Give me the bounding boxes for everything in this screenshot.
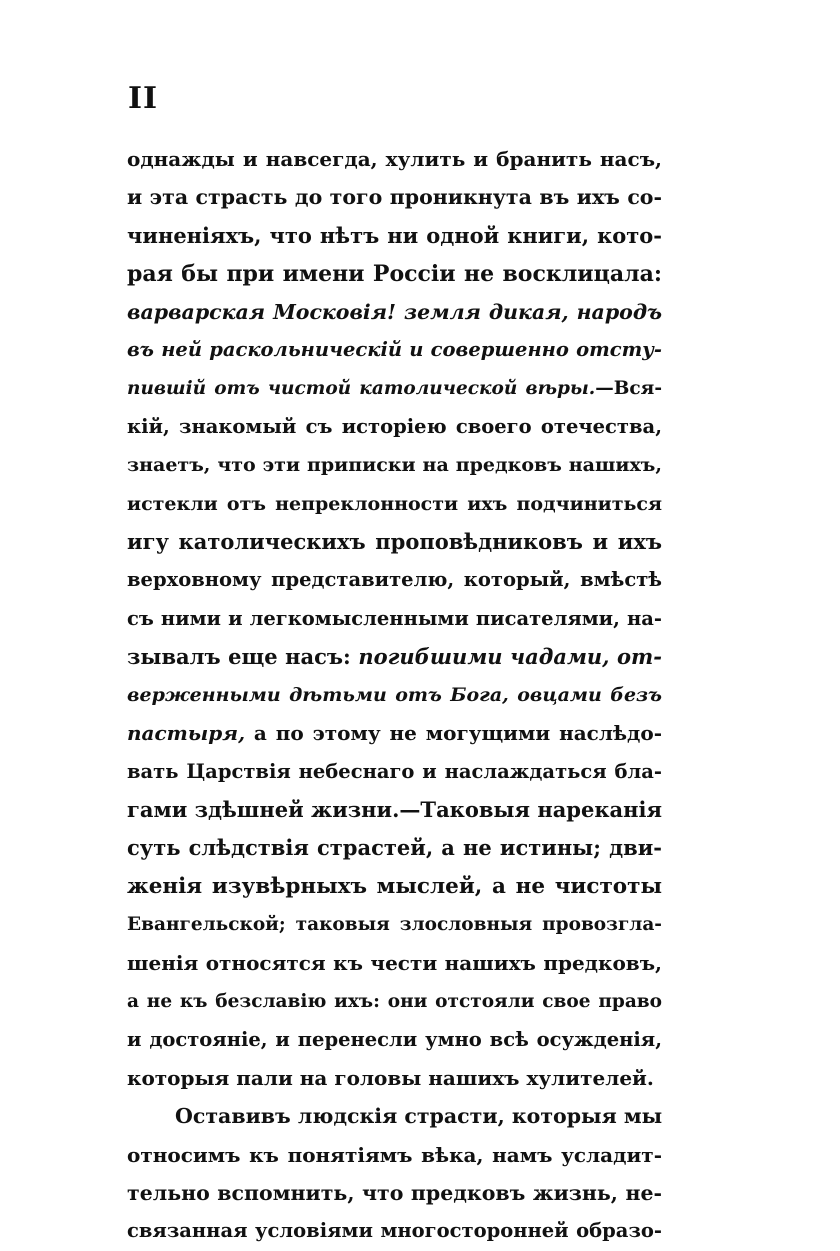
text-line: и достояніе, и перенесли умно всѣ осужденія, (127, 1027, 662, 1051)
text-line: Евангельской; таковыя злословныя провозгла- (127, 913, 662, 935)
text-line: однажды и навсегда, хулить и бранить насъ, (127, 147, 662, 171)
body-text (127, 140, 662, 1251)
text-line: вать Царствія небеснаго и наслаждаться бла- (127, 759, 662, 783)
text-line: Оставивъ людскія страсти, которыя мы (175, 1104, 663, 1129)
text-line: варварская Московія! земля дикая, народъ (127, 300, 662, 325)
text-line: съ ними и легкомысленными писателями, на- (127, 606, 662, 630)
text-line: въ ней раскольническій и совершенно отсту- (127, 338, 662, 362)
text-line: а не къ безславію ихъ: они отстояли свое право (127, 990, 662, 1012)
text-line: и эта страсть до того проникнута въ ихъ со- (127, 185, 662, 210)
text-line (127, 638, 662, 676)
text-line: чиненіяхъ, что нѣтъ ни одной книги, кото- (127, 222, 662, 248)
italic-segment: пастыря, (127, 721, 246, 746)
text-line: игу католическихъ проповѣдниковъ и ихъ (127, 528, 662, 554)
text-line: верховному представителю, который, вмѣстѣ (127, 568, 662, 592)
text-line: тельно вспомнить, что предковъ жизнь, не- (127, 1181, 662, 1206)
text-line (127, 714, 662, 752)
text-line (127, 370, 662, 408)
text-line: связанная условіями многосторонней образо- (127, 1219, 662, 1243)
text-segment: —Вся- (595, 377, 662, 399)
text-line: шенія относятся къ чести нашихъ предковъ, (127, 951, 662, 976)
text-line: кій, знакомый съ исторіею своего отечества, (127, 415, 662, 439)
text-segment: а по этому не могущими наслѣдо- (245, 721, 662, 746)
text-line: истекли отъ непреклонности ихъ подчиниться (127, 492, 662, 515)
page-number: II (128, 81, 159, 116)
italic-segment: погибшими чадами, от- (358, 643, 662, 669)
text-line: суть слѣдствія страстей, а не истины; дви- (127, 835, 662, 861)
text-line: женія изувѣрныхъ мыслей, а не чистоты (127, 873, 662, 899)
text-line: верженными дѣтьми отъ Бога, овцами безъ (127, 684, 662, 707)
text-line: которыя пали на головы нашихъ хулителей. (127, 1066, 654, 1091)
text-line: относимъ къ понятіямъ вѣка, намъ усладит- (127, 1142, 662, 1167)
text-line: знаетъ, что эти приписки на предковъ нашихъ, (127, 454, 662, 477)
text-segment: зывалъ еще насъ: (127, 643, 359, 669)
text-line: рая бы при имени Россіи не восклицала: (127, 260, 662, 287)
italic-segment: пившій отъ чистой католической вѣры. (127, 377, 596, 399)
text-line: гами здѣшней жизни.—Таковыя нареканія (127, 797, 662, 823)
